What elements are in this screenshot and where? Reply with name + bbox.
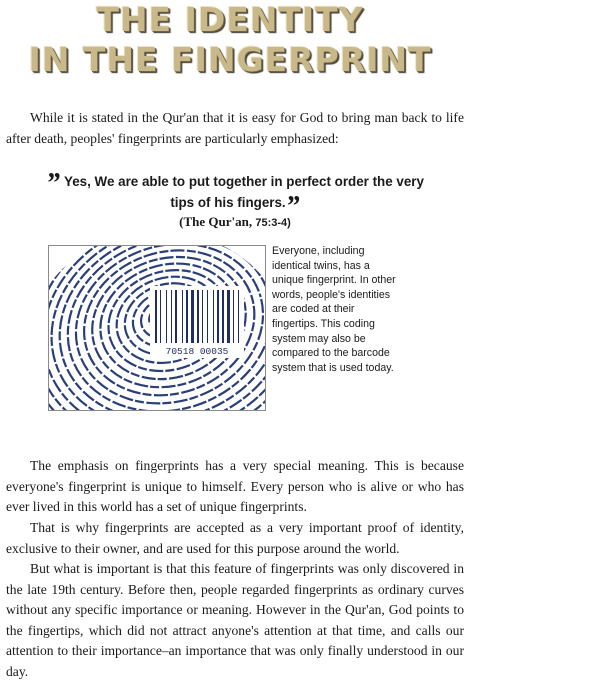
barcode-bar: [213, 290, 214, 343]
citation-reference: 75:3-4): [255, 217, 291, 229]
page-title-line-2: IN THE FINGERPRINT: [28, 40, 432, 79]
intro-paragraph: While it is stated in the Qur'an that it is easy for God to bring man back to life after death, peoples' fingerprints are particularly emphasized:: [6, 110, 464, 146]
barcode-bar: [238, 290, 239, 343]
open-quote-mark: ”: [46, 168, 61, 199]
image-caption: Everyone, including identical twins, has a unique fingerprint. In other words, people's identities are coded at their fingertips. This coding system may also be compared to the barcode system that is used today.: [272, 245, 396, 374]
barcode-bar: [217, 290, 219, 343]
fingerprint-icon: [49, 246, 265, 410]
close-quote-mark: ”: [285, 191, 300, 222]
quote-text-2: tips of his fingers.: [170, 195, 286, 210]
quote-line-1: [40, 168, 430, 199]
body-paragraph-2: That is why fingerprints are accepted as a very important proof of identity, exclusive to their owner, and are used for this purpose around the world.: [6, 520, 464, 556]
barcode-bar: [175, 290, 177, 343]
barcode-bar: [155, 290, 157, 343]
citation-source: (The Qur'an,: [179, 214, 253, 229]
barcode-bar: [233, 290, 234, 343]
page-title-line-1: THE IDENTITY: [96, 0, 364, 39]
fingerprint-barcode-image: [48, 245, 266, 411]
quote-citation: [40, 214, 430, 230]
body-paragraph-3: But what is important is that this feature of fingerprints was only discovered in the late 19th century. Before then, people regarded fingerprints as ordinary curves without any specific importance or meaning. However in the Qur'an, God points to the fingertips, which did not attract anyone's attention at that time, and calls our attention to their importance–an importance that was only finally understood in our day.: [6, 561, 464, 679]
barcode-bar: [191, 290, 194, 343]
barcode-bar: [207, 290, 208, 343]
barcode-bar: [202, 290, 203, 343]
barcode-bar: [186, 290, 188, 343]
barcode-bar: [160, 290, 161, 343]
barcode-bar: [171, 290, 172, 343]
body-paragraph-1: The emphasis on fingerprints has a very special meaning. This is because everyone's fingerprint is unique to himself. Every person who is alive or who has ever lived in this world has a set of unique fingerprints.: [6, 458, 464, 514]
barcode-bar: [182, 290, 183, 343]
barcode-bar: [227, 290, 230, 343]
barcode-bar: [222, 290, 224, 343]
barcode-bar: [166, 290, 167, 343]
barcode-number: 70518 00035: [165, 346, 229, 357]
quote-text-1: Yes, We are able to put together in perfect order the very: [64, 174, 424, 189]
barcode-bar: [197, 290, 199, 343]
